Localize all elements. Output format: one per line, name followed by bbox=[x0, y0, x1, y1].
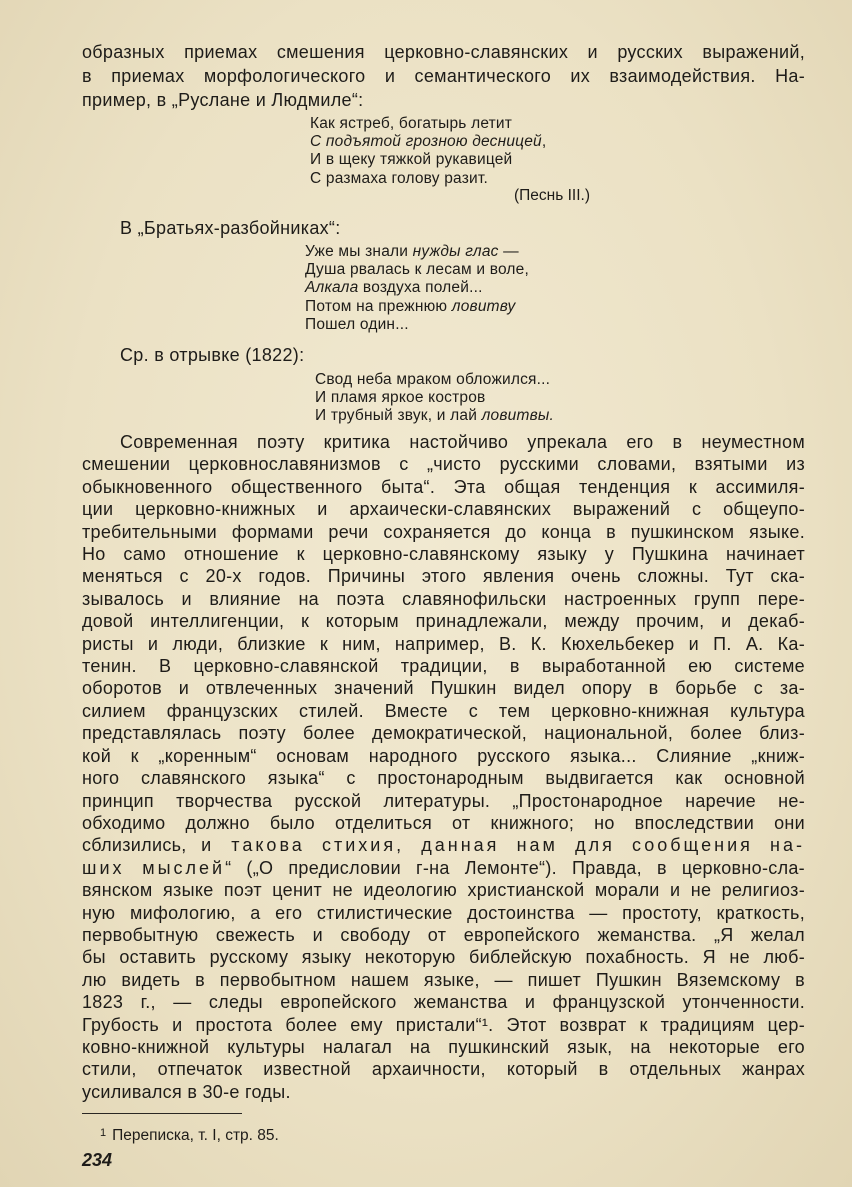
paragraph-line: тенин. В церковно-славянской традиции, в выработанной ею системе bbox=[82, 656, 805, 677]
poem-source: (Песнь III.) bbox=[513, 187, 590, 204]
paragraph-line: требительными формами речи сохраняется до конца в пушкинском языке. bbox=[82, 521, 805, 542]
poem-line: Как ястреб, богатырь летит bbox=[310, 115, 513, 132]
poem-line bbox=[305, 279, 529, 297]
emphasis-text: ловитвы. bbox=[481, 407, 554, 425]
paragraph-line: Грубость и простота более ему пристали“¹. Этот возврат к традициям цер- bbox=[82, 1014, 805, 1035]
poem-quote-ruslan bbox=[310, 115, 546, 188]
paragraph-text: сблизились, bbox=[82, 835, 202, 856]
paragraph-line: усиливался в 30-е годы. bbox=[82, 1081, 291, 1102]
paragraph-line: ного славянского языка“ с простонародным выдвигается как основной bbox=[82, 768, 805, 789]
paragraph-line bbox=[82, 834, 805, 856]
page-number: 234 bbox=[82, 1150, 113, 1170]
paragraph-line: Но само отношение к церковно-славянскому языку у Пушкина начинает bbox=[82, 544, 805, 565]
poem-line bbox=[305, 298, 529, 316]
spaced-emphasis: и такова стихия, данная нам для сообщения на- bbox=[201, 835, 805, 856]
poem-line: С размаха голову разит. bbox=[310, 169, 488, 187]
text-line: в приемах морфологического и семантического их взаимодействия. На- bbox=[82, 66, 805, 86]
paragraph-text: “ („О предисловии г-на Лемонте“). Правда, в церковно-сла- bbox=[225, 857, 805, 878]
footnote-marker: 1 bbox=[100, 1127, 107, 1139]
poem-text: И трубный звук, и лай bbox=[315, 407, 482, 425]
emphasis-text: С подъятой грозною десницей bbox=[310, 133, 542, 151]
poem-line bbox=[310, 133, 546, 151]
poem-line bbox=[305, 243, 529, 261]
emphasis-text: нужды глас bbox=[412, 243, 499, 260]
paragraph-line: меняться с 20-х годов. Причины этого явления очень сложны. Тут ска- bbox=[82, 566, 805, 587]
paragraph-line: первобытную свежесть и свободу от европейского жеманства. „Я желал bbox=[82, 924, 805, 945]
paragraph-line: ристы и люди, близкие к ним, например, В. К. Кюхельбекер и П. А. Ка- bbox=[82, 633, 805, 654]
quote-lead: В „Братьях-разбойниках“: bbox=[120, 218, 341, 238]
poem-line: И пламя яркое костров bbox=[315, 389, 486, 407]
paragraph-line: 1823 г., — следы европейского жеманства и французской утонченности. bbox=[82, 992, 805, 1013]
emphasis-text: ловитву bbox=[451, 297, 516, 315]
paragraph-line: бы оставить русскому языку некоторую библейскую похабность. Я не люб- bbox=[82, 947, 805, 968]
quote-lead: Ср. в отрывке (1822): bbox=[120, 345, 305, 365]
paragraph-line: кой к „коренным“ основам народного русского языка... Слияние „книж- bbox=[82, 745, 805, 766]
poem-quote-brothers bbox=[305, 243, 529, 334]
poem-text: — bbox=[498, 243, 519, 260]
text-line: образных приемах смешения церковно-славянских и русских выражений, bbox=[82, 42, 805, 62]
paragraph-line: довой интеллигенции, к которым принадлежали, между прочим, и декаб- bbox=[82, 611, 805, 632]
paragraph-line: зывалось и влияние на поэта славянофильски настроенных групп пере- bbox=[82, 588, 805, 609]
paragraph-line: стили, отпечаток известной архаичности, который в отдельных жанрах bbox=[82, 1059, 805, 1080]
paragraph-line: Современная поэту критика настойчиво упрекала его в неуместном bbox=[120, 432, 805, 452]
paragraph-line: представлялась поэту более демократической, национальной, более близ- bbox=[82, 723, 805, 744]
paragraph-line: силием французских стилей. Вместе с тем церковно-книжная культура bbox=[82, 700, 805, 721]
footnote-rule bbox=[82, 1113, 242, 1114]
paragraph-line: принцип творчества русской литературы. „Простонародное наречие не- bbox=[82, 790, 805, 811]
footnote-text: Переписка, т. I, стр. 85. bbox=[112, 1127, 279, 1144]
poem-line bbox=[315, 407, 554, 425]
footnote bbox=[100, 1122, 279, 1147]
poem-line-tail: , bbox=[541, 133, 547, 151]
paragraph-line: оборотов и отвлеченных значений Пушкин видел опору в борьбе с за- bbox=[82, 678, 805, 699]
paragraph-line: ную мифологию, а его стилистические достоинства — простоту, краткость, bbox=[82, 902, 805, 923]
paragraph-line: ции церковно-книжных и архаически-славянских выражений с общеупо- bbox=[82, 499, 805, 520]
body-paragraph bbox=[82, 431, 805, 1103]
paragraph-line: обходимо должно было отделиться от книжного; но впоследствии они bbox=[82, 812, 805, 833]
emphasis-text: Алкала bbox=[305, 279, 359, 297]
poem-text: Потом на прежнюю bbox=[305, 297, 452, 315]
poem-text: Уже мы знали bbox=[305, 243, 413, 260]
paragraph-line: смешении церковнославянизмов с „чисто русскими словами, взятыми из bbox=[82, 454, 805, 475]
text-line: пример, в „Руслане и Людмиле“: bbox=[82, 90, 364, 110]
poem-line: И в щеку тяжкой рукавицей bbox=[310, 151, 513, 169]
paragraph-line: ковно-книжной культуры налагал на пушкинский язык, на некоторые его bbox=[82, 1036, 805, 1057]
poem-line: Душа рвалась к лесам и воле, bbox=[305, 261, 530, 279]
paragraph-line bbox=[82, 857, 805, 879]
poem-line: Свод неба мраком обложился... bbox=[315, 371, 551, 388]
paragraph-line: вянском языке поэт ценит не идеологию христианской морали и не религиоз- bbox=[82, 880, 805, 901]
paragraph-line: обыкновенного общественного быта“. Эта общая тенденция к ассимиля- bbox=[82, 476, 805, 497]
poem-quote-fragment bbox=[315, 371, 554, 426]
intro-text bbox=[82, 40, 805, 112]
paragraph-line: лю видеть в первобытном нашем языке, — пишет Пушкин Вяземскому в bbox=[82, 969, 805, 990]
poem-line: Пошел один... bbox=[305, 315, 409, 333]
spaced-emphasis: ших мыслей bbox=[82, 857, 226, 878]
poem-text: воздуха полей... bbox=[358, 279, 483, 297]
